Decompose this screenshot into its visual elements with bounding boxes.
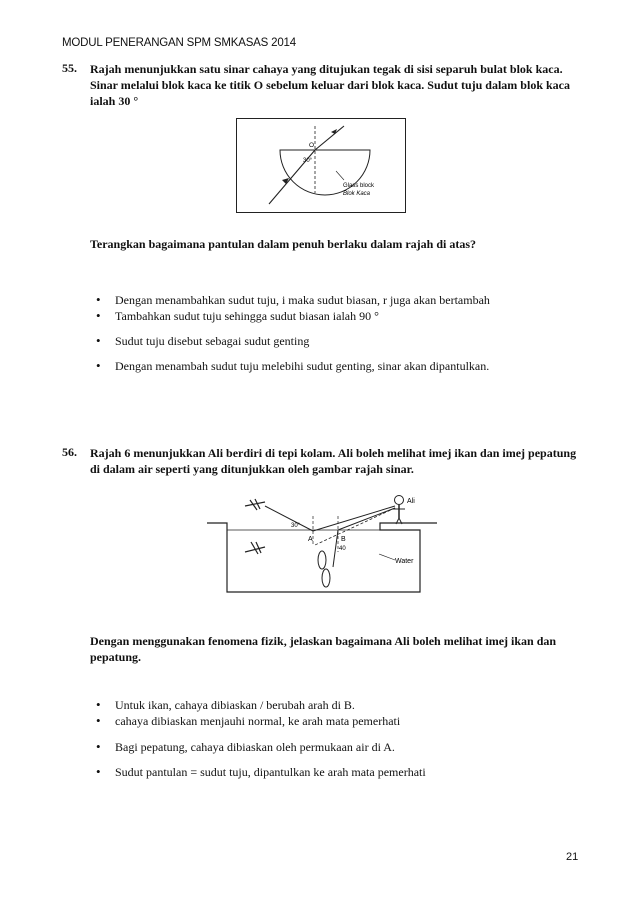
list-item: • Dengan menambahkan sudut tuju, i maka sudut biasan, r juga akan bertambah [96,292,490,308]
question-55-number: 55. [62,61,77,75]
list-item: • Sudut pantulan = sudut tuju, dipantulkan ke arah mata pemerhati [96,764,426,780]
question-56-text: Rajah 6 menunjukkan Ali berdiri di tepi kolam. Ali boleh melihat imej ikan dan imej pepatung di dalam air seperti yang ditunjukkan oleh gambar rajah sinar. [90,446,577,476]
angle-label: 30° [303,158,313,164]
answer-56-list-1 [96,697,400,729]
glass-block-diagram [236,118,406,213]
list-item: • Tambahkan sudut tuju sehingga sudut biasan ialah 90 ° [96,308,490,324]
question-55-text: Rajah menunjukkan satu sinar cahaya yang ditujukan tegak di sisi separuh bulat blok kaca. Sinar melalui blok kaca ke titik O sebelum keluar dari blok kaca. Sudut tuju dalam blok kaca ialah 30 ° [90,62,570,108]
answer-55-list-2 [96,333,489,374]
question-56-prompt: Dengan menggunakan fenomena fizik, jelaskan bagaimana Ali boleh melihat imej ikan dan pepatung. [90,634,557,664]
fish-image [318,551,330,587]
list-item: • Bagi pepatung, cahaya dibiaskan oleh permukaan air di A. [96,739,426,755]
pond-diagram [205,490,439,600]
blok-kaca-label: Blok Kaca [343,191,371,197]
point-o-label: O [309,142,315,149]
angle-30-label: 30° [291,523,301,529]
list-item: • Dengan menambah sudut tuju melebihi sudut genting, sinar akan dipantulkan. [96,358,489,374]
ali-label: Ali [407,498,415,505]
list-item: • Sudut tuju disebut sebagai sudut genting [96,333,489,349]
angle-40-label: 40 [339,546,346,552]
glass-block-label: Glass block [343,183,375,189]
dragonfly [245,499,265,510]
ali-figure [393,496,405,525]
point-a-label: A [308,536,313,543]
water-label: Water [395,558,414,565]
answer-56-list-2 [96,739,426,780]
refracted-ray [338,508,395,530]
dragonfly-ray [265,506,313,531]
list-item: • cahaya dibiaskan menjauhi normal, ke arah mata pemerhati [96,713,400,729]
page-header: MODUL PENERANGAN SPM SMKASAS 2014 [62,37,296,49]
question-55-prompt: Terangkan bagaimana pantulan dalam penuh berlaku dalam rajah di atas? [90,237,476,251]
dragonfly-image [245,542,265,554]
question-56-number: 56. [62,445,77,459]
emergent-ray [315,126,344,150]
answer-55-list-1 [96,292,490,324]
list-item: • Untuk ikan, cahaya dibiaskan / berubah arah di B. [96,697,400,713]
point-b-label: B [341,536,346,543]
page-number: 21 [566,851,579,863]
